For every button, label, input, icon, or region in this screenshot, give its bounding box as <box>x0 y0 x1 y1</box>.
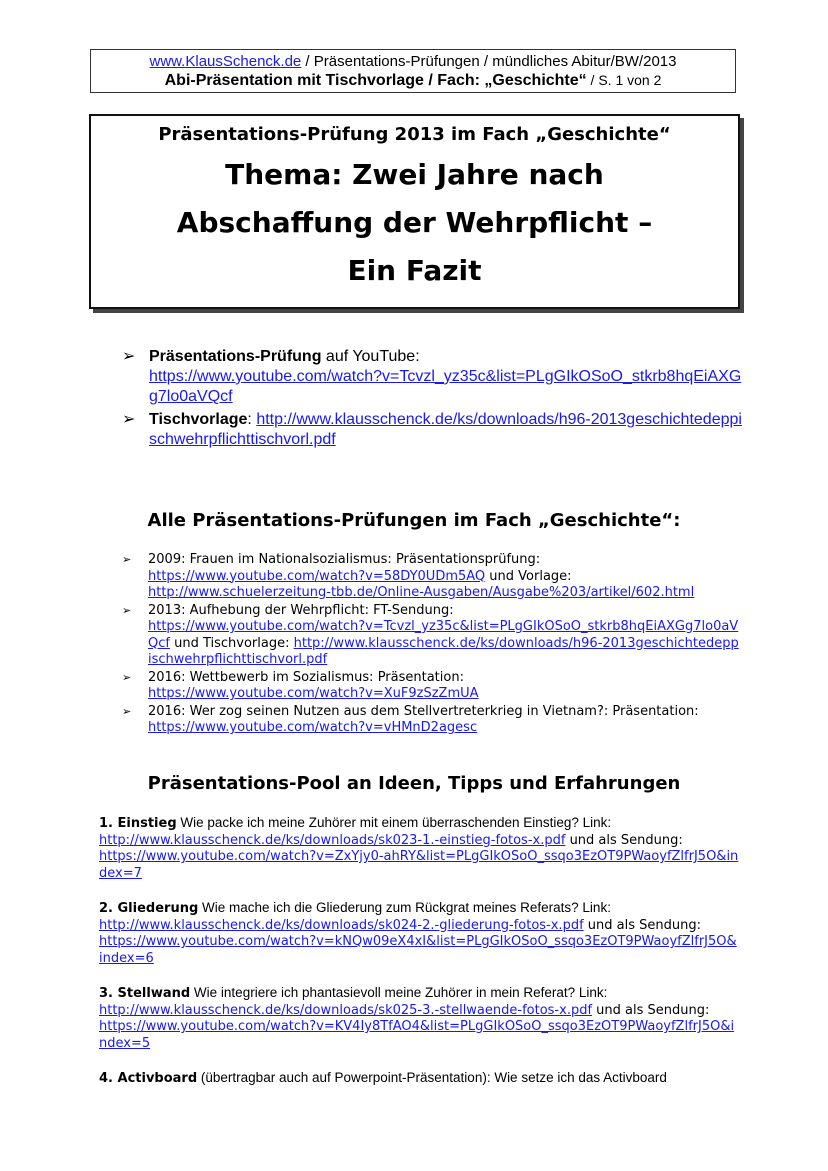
arrow-bullet-icon: ➢ <box>122 348 136 365</box>
entry-text: Wie mache ich die Gliederung zum Rückgrat meines Referats? Link: <box>198 900 611 915</box>
pool-entry <box>99 815 739 882</box>
entry-title: 3. Stellwand <box>99 986 191 1001</box>
item-text: : <box>247 411 257 428</box>
page-header <box>90 49 736 93</box>
entry-mid-text: und als Sendung: <box>592 1002 710 1018</box>
entry-link[interactable]: http://www.klausschenck.de/ks/downloads/sk024-2.-gliederung-fotos-x.pdf <box>99 917 584 933</box>
item-link[interactable]: https://www.youtube.com/watch?v=Tcvzl_yz35c&list=PLgGIkOSoO_stkrb8hqEiAXGg7lo0aVQcf <box>148 619 739 651</box>
youtube-link[interactable]: https://www.youtube.com/watch?v=Tcvzl_yz35c&list=PLgGIkOSoO_stkrb8hqEiAXGg7lo0aVQcf <box>149 368 742 405</box>
arrow-bullet-icon: ➢ <box>122 603 132 617</box>
arrow-bullet-icon: ➢ <box>122 670 132 684</box>
title-subtitle: Präsentations-Prüfung 2013 im Fach „Geschichte“ <box>158 124 671 145</box>
item-link[interactable]: https://www.youtube.com/watch?v=vHMnD2agesc <box>148 720 478 735</box>
entry-link[interactable]: http://www.klausschenck.de/ks/downloads/sk025-3.-stellwaende-fotos-x.pdf <box>99 1002 593 1018</box>
pool-entry <box>99 985 739 1052</box>
arrow-bullet-icon: ➢ <box>122 411 136 428</box>
item-text: 2013: Aufhebung der Wehrpflicht: FT-Sendung: <box>148 602 454 618</box>
entry-link[interactable]: https://www.youtube.com/watch?v=kNQw09eX4xI&list=PLgGIkOSoO_ssqo3EzOT9PWaoyfZlfrJ5O&index=6 <box>99 934 737 966</box>
entry-title: 4. Activboard <box>99 1071 198 1086</box>
entry-link[interactable]: https://www.youtube.com/watch?v=KV4Iy8TfAO4&list=PLgGIkOSoO_ssqo3EzOT9PWaoyfZlfrJ5O&index=5 <box>99 1019 735 1051</box>
entry-title: 2. Gliederung <box>99 901 199 916</box>
item-label: Präsentations-Prüfung <box>149 348 322 365</box>
top-links-list <box>122 347 742 453</box>
header-line-2 <box>91 71 735 90</box>
section-heading-pool: Präsentations-Pool an Ideen, Tipps und Erfahrungen <box>147 773 681 794</box>
entry-title: 1. Einstieg <box>99 816 177 831</box>
item-mid-text: und Tischvorlage: <box>169 635 294 651</box>
title-line-3: Ein Fazit <box>347 254 482 287</box>
pool-list <box>99 815 739 1106</box>
list-item <box>122 552 742 602</box>
entry-link[interactable]: http://www.klausschenck.de/ks/downloads/sk023-1.-einstieg-fotos-x.pdf <box>99 832 566 848</box>
list-item <box>122 603 742 669</box>
list-item <box>122 670 742 703</box>
item-link[interactable]: http://www.schuelerzeitung-tbb.de/Online-Ausgaben/Ausgabe%203/artikel/602.html <box>148 585 695 600</box>
entry-mid-text: und als Sendung: <box>565 832 683 848</box>
entry-mid-text: und als Sendung: <box>583 917 701 933</box>
section-heading-all: Alle Präsentations-Prüfungen im Fach „Geschichte“: <box>147 510 681 531</box>
pool-entry <box>99 900 739 967</box>
header-subject: Abi-Präsentation mit Tischvorlage / Fach: „Geschichte“ <box>164 72 587 89</box>
item-link[interactable]: https://www.youtube.com/watch?v=XuF9zSzZmUA <box>148 686 479 701</box>
item-text: 2009: Frauen im Nationalsozialismus: Präsentationsprüfung: <box>148 552 541 567</box>
title-line-2: Abschaffung der Wehrpflicht – <box>176 206 653 239</box>
arrow-bullet-icon: ➢ <box>122 553 132 566</box>
title-line-1: Thema: Zwei Jahre nach <box>225 158 604 191</box>
entry-text: (übertragbar auch auf Powerpoint-Präsentation): Wie setze ich das Activboard <box>197 1070 667 1085</box>
item-mid-text: und Vorlage: <box>485 568 572 584</box>
item-label: Tischvorlage <box>149 411 248 428</box>
item-link[interactable]: https://www.youtube.com/watch?v=58DY0UDm5AQ <box>148 568 486 584</box>
list-item <box>122 347 742 407</box>
all-presentations-list <box>122 552 742 738</box>
item-text: 2016: Wer zog seinen Nutzen aus dem Stellvertreterkrieg in Vietnam?: Präsentation: <box>148 703 699 719</box>
entry-text: Wie integriere ich phantasievoll meine Zuhörer in mein Referat? Link: <box>190 985 608 1000</box>
item-link[interactable]: http://www.klausschenck.de/ks/downloads/h96-2013geschichtedeppischwehrpflichttischvorl.pdf <box>148 635 739 667</box>
header-line-1-text: / Präsentations-Prüfungen / mündliches Abitur/BW/2013 <box>301 53 677 70</box>
tischvorlage-link[interactable]: http://www.klausschenck.de/ks/downloads/h96-2013geschichtedeppischwehrpflichttischvorl.pdf <box>149 411 742 448</box>
page-title <box>91 151 738 295</box>
title-box <box>89 114 740 309</box>
entry-text: Wie packe ich meine Zuhörer mit einem überraschenden Einstieg? Link: <box>176 815 612 830</box>
header-page-number: / S. 1 von 2 <box>586 72 662 88</box>
arrow-bullet-icon: ➢ <box>122 704 132 718</box>
pool-entry <box>99 1070 739 1088</box>
item-text: 2016: Wettbewerb im Sozialismus: Präsentation: <box>148 669 464 685</box>
site-link[interactable]: www.KlausSchenck.de <box>149 53 302 70</box>
entry-link[interactable]: https://www.youtube.com/watch?v=ZxYjy0-ahRY&list=PLgGIkOSoO_ssqo3EzOT9PWaoyfZlfrJ5O&index=7 <box>99 849 739 881</box>
item-text: auf YouTube: <box>321 348 420 365</box>
list-item <box>122 704 742 737</box>
header-line-1 <box>91 52 735 71</box>
list-item <box>122 410 742 450</box>
